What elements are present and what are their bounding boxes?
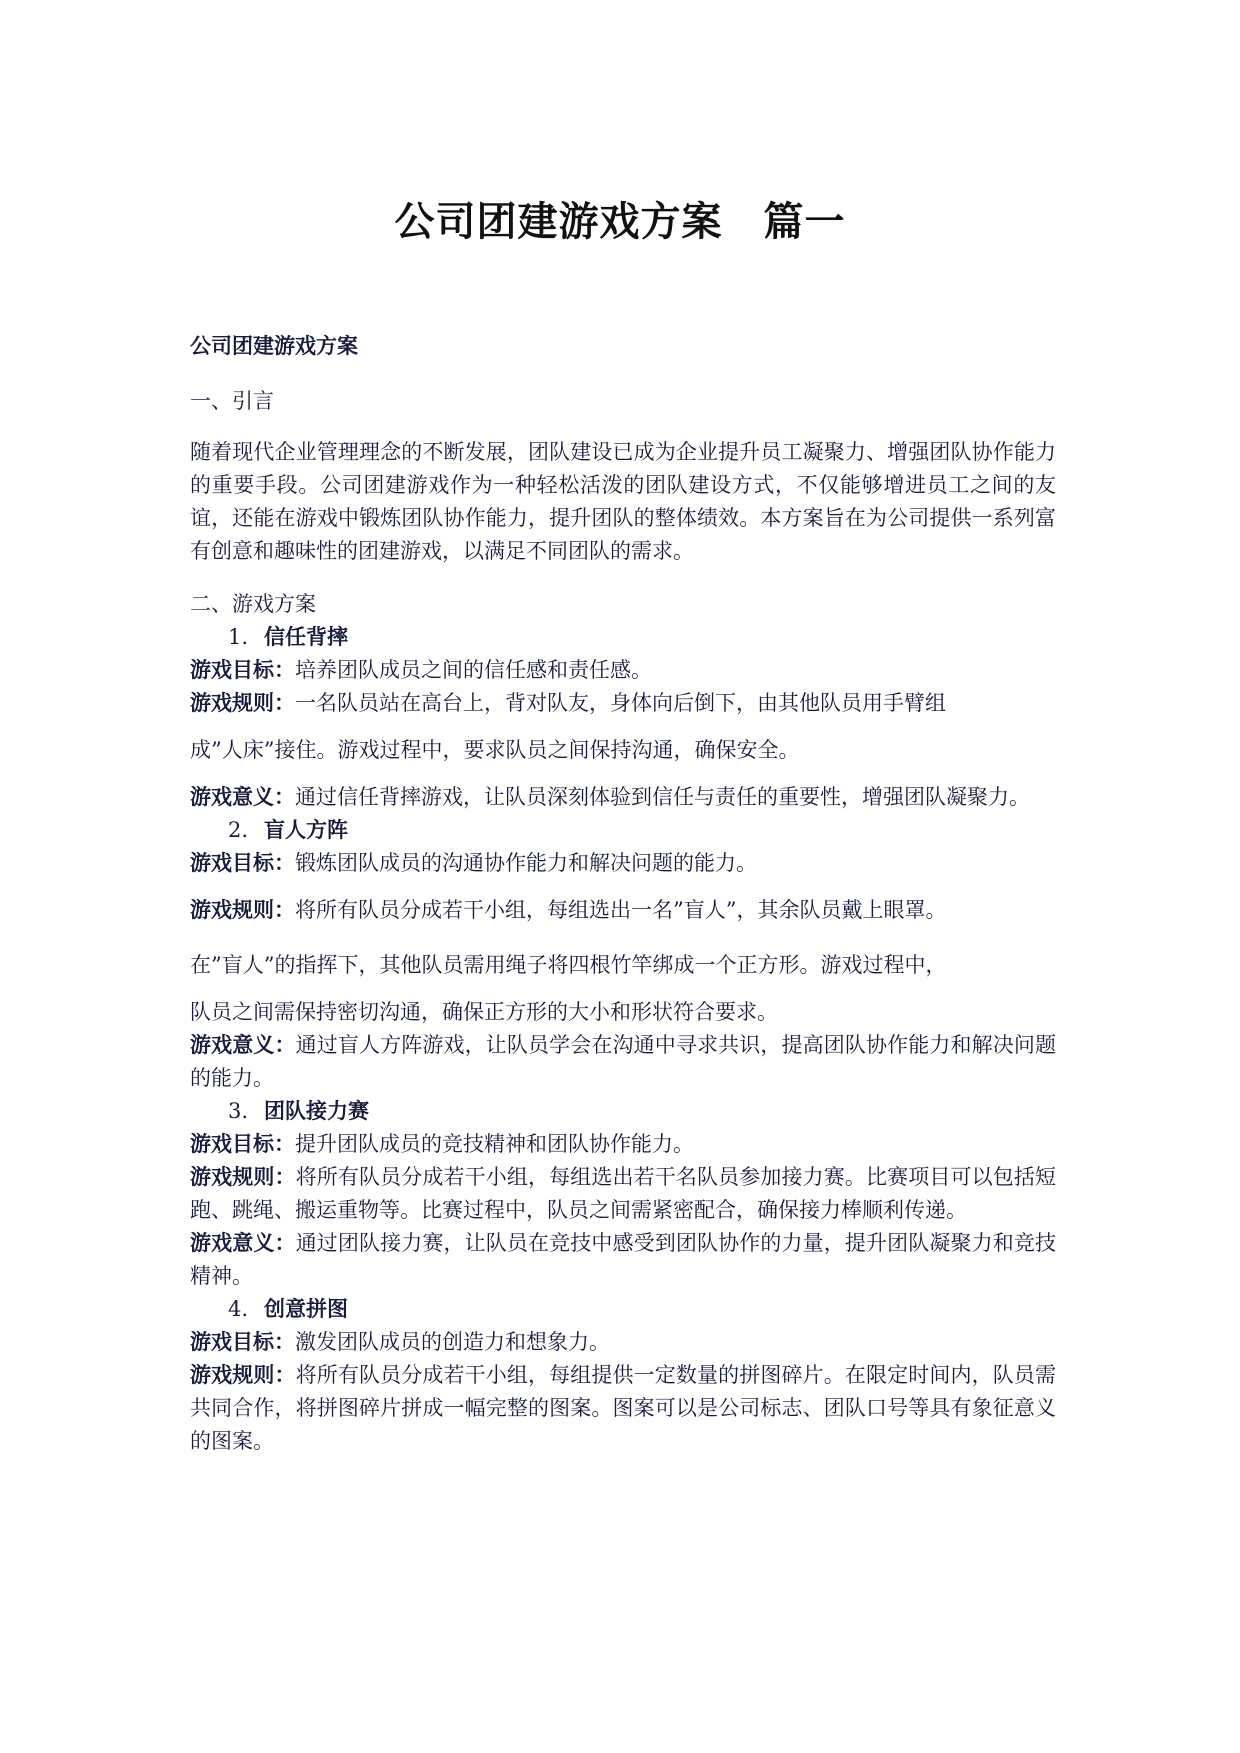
game-name: 创意拼图 — [264, 1297, 348, 1321]
document-subtitle: 公司团建游戏方案 — [190, 334, 358, 358]
goal-text: 锻炼团队成员的沟通协作能力和解决问题的能力。 — [295, 851, 757, 875]
game-rule — [190, 1359, 1056, 1458]
rule-label: 游戏规则： — [190, 691, 295, 715]
meaning-text: 通过信任背摔游戏，让队员深刻体验到信任与责任的重要性，增强团队凝聚力。 — [295, 785, 1030, 809]
goal-label: 游戏目标： — [190, 851, 295, 875]
game-heading-3 — [190, 1095, 1056, 1128]
game-name: 盲人方阵 — [264, 818, 348, 842]
rule-text: 将所有队员分成若干小组，每组选出一名”盲人”，其余队员戴上眼罩。 — [295, 898, 947, 922]
game-number: 2. — [228, 818, 249, 842]
game-rule — [190, 894, 1056, 927]
game-goal — [190, 847, 1056, 880]
rule-text: 将所有队员分成若干小组，每组提供一定数量的拼图碎片。在限定时间内，队员需共同合作，将拼图碎片拼成一幅完整的图案。图案可以是公司标志、团队口号等具有象征意义的图案。 — [190, 1363, 1056, 1453]
goal-text: 提升团队成员的竞技精神和团队协作能力。 — [295, 1132, 694, 1156]
document-body — [190, 330, 1056, 1458]
page-title: 公司团建游戏方案 篇一 — [394, 199, 846, 245]
game-meaning — [190, 1029, 1056, 1095]
goal-label: 游戏目标： — [190, 658, 295, 682]
meaning-label: 游戏意义： — [190, 1231, 296, 1255]
goal-label: 游戏目标： — [190, 1330, 295, 1354]
rule-label: 游戏规则： — [190, 1363, 296, 1387]
rule-label: 游戏规则： — [190, 898, 295, 922]
game-name: 团队接力赛 — [264, 1099, 369, 1123]
section-heading-plan: 二、游戏方案 — [190, 592, 316, 616]
game-goal — [190, 1128, 1056, 1161]
meaning-text: 通过团队接力赛，让队员在竞技中感受到团队协作的力量，提升团队凝聚力和竞技精神。 — [190, 1231, 1056, 1288]
game-rule — [190, 1161, 1056, 1227]
game-number: 1. — [228, 625, 249, 649]
goal-text: 培养团队成员之间的信任感和责任感。 — [295, 658, 652, 682]
rule-label: 游戏规则： — [190, 1165, 296, 1189]
game-rule — [190, 687, 1056, 720]
meaning-text: 通过盲人方阵游戏，让队员学会在沟通中寻求共识，提高团队协作能力和解决问题的能力。 — [190, 1033, 1056, 1090]
game-heading-2 — [190, 814, 1056, 847]
game-heading-1 — [190, 621, 1056, 654]
game-rule-continued: 队员之间需保持密切沟通，确保正方形的大小和形状符合要求。 — [190, 1000, 778, 1024]
rule-text: 将所有队员分成若干小组，每组选出若干名队员参加接力赛。比赛项目可以包括短跑、跳绳、搬运重物等。比赛过程中，队员之间需紧密配合，确保接力棒顺利传递。 — [190, 1165, 1056, 1222]
intro-paragraph: 随着现代企业管理理念的不断发展，团队建设已成为企业提升员工凝聚力、增强团队协作能力的重要手段。公司团建游戏作为一种轻松活泼的团队建设方式，不仅能够增进员工之间的友谊，还能在游戏中锻炼团队协作能力，提升团队的整体绩效。本方案旨在为公司提供一系列富有创意和趣味性的团建游戏，以满足不同团队的需求。 — [190, 440, 1056, 563]
meaning-label: 游戏意义： — [190, 785, 295, 809]
rule-text: 一名队员站在高台上，背对队友，身体向后倒下，由其他队员用手臂组 — [295, 691, 946, 715]
goal-text: 激发团队成员的创造力和想象力。 — [295, 1330, 610, 1354]
game-rule-continued: 成”人床”接住。游戏过程中，要求队员之间保持沟通，确保安全。 — [190, 738, 800, 762]
game-meaning — [190, 1227, 1056, 1293]
game-number: 3. — [228, 1099, 249, 1123]
game-goal — [190, 1326, 1056, 1359]
game-rule-continued: 在”盲人”的指挥下，其他队员需用绳子将四根竹竿绑成一个正方形。游戏过程中， — [190, 953, 947, 977]
section-heading-intro: 一、引言 — [190, 389, 274, 413]
goal-label: 游戏目标： — [190, 1132, 295, 1156]
meaning-label: 游戏意义： — [190, 1033, 296, 1057]
game-number: 4. — [228, 1297, 249, 1321]
game-heading-4 — [190, 1293, 1056, 1326]
game-name: 信任背摔 — [264, 625, 348, 649]
game-goal — [190, 654, 1056, 687]
game-meaning — [190, 781, 1056, 814]
